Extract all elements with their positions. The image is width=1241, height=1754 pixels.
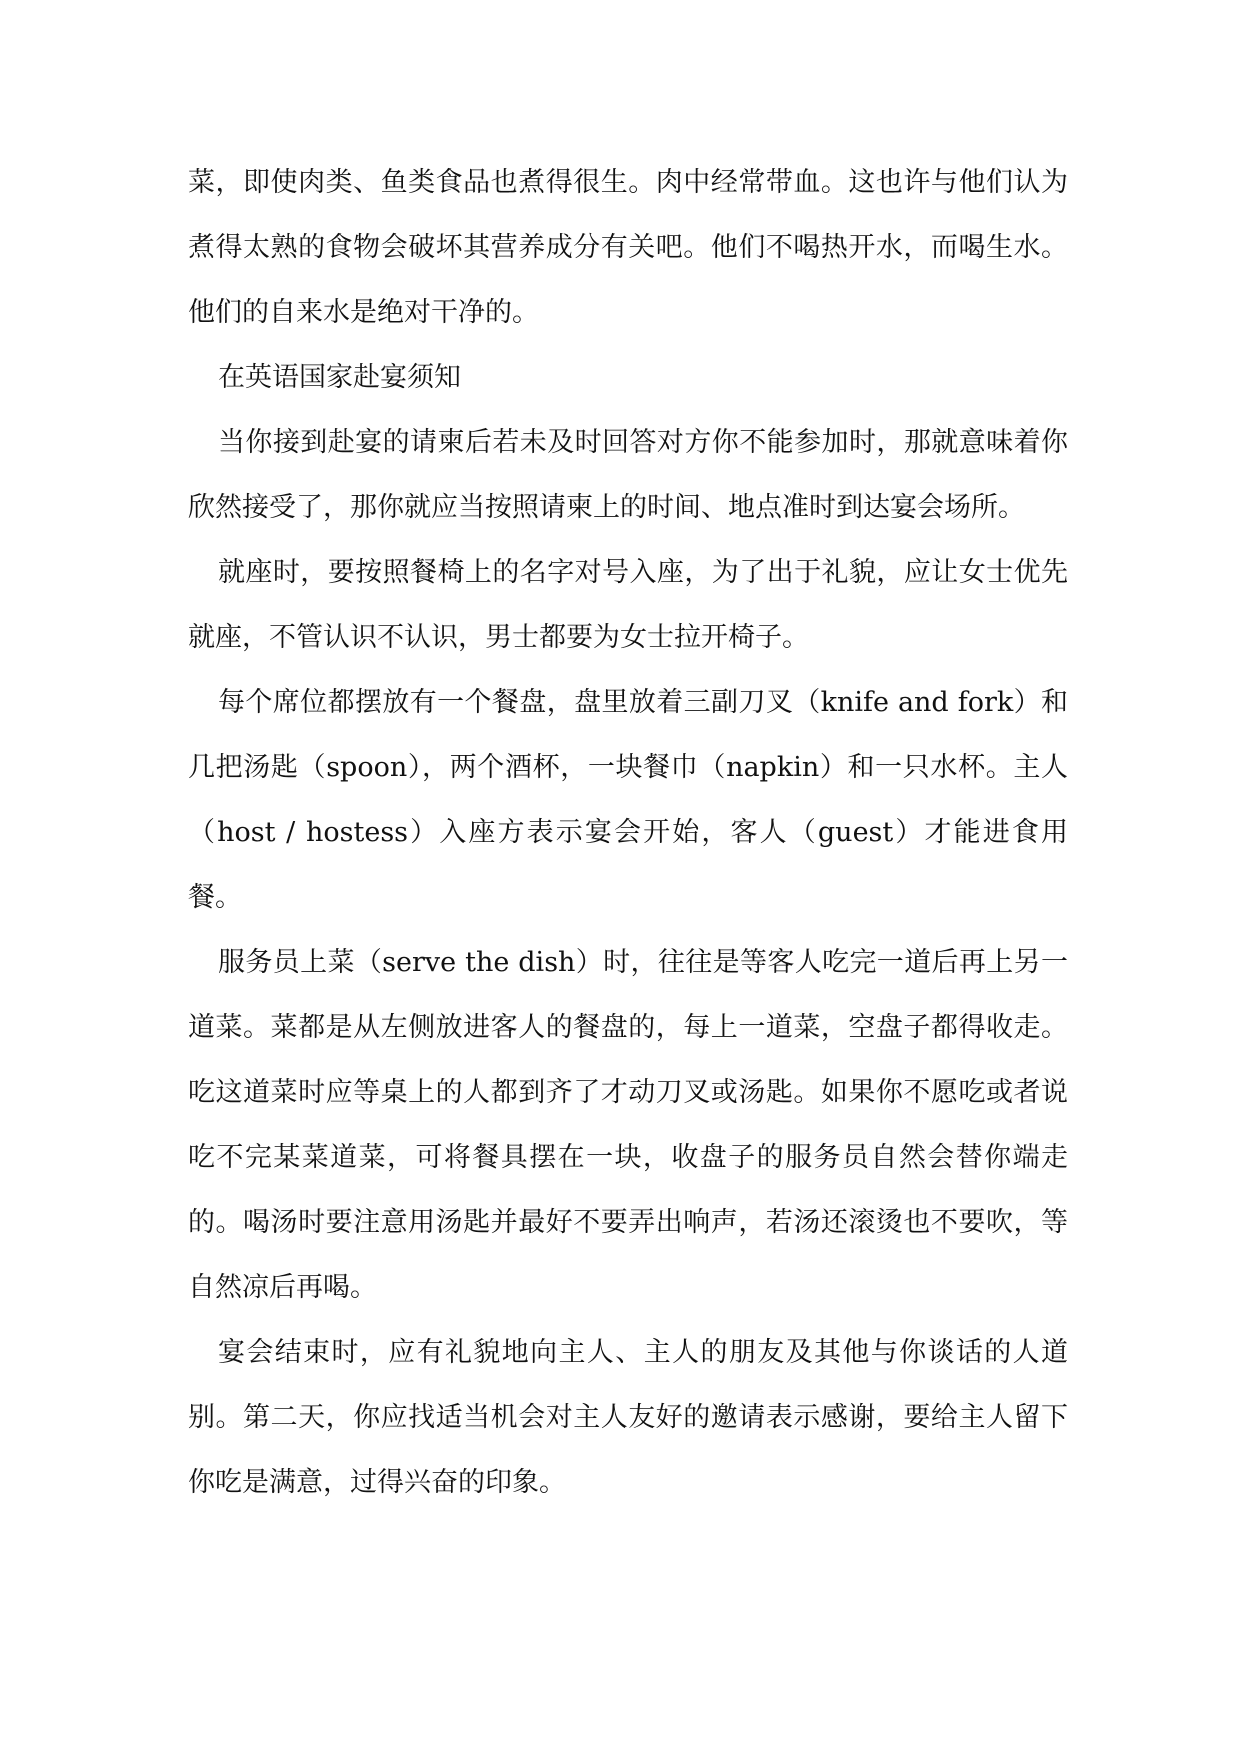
paragraph-serving: 服务员上菜（serve the dish）时，往往是等客人吃完一道后再上另一道菜。菜都是从左侧放进客人的餐盘的，每上一道菜，空盘子都得收走。吃这道菜时应等桌上的人都到齐了才动刀叉或汤匙。如果你不愿吃或者说吃不完某菜道菜，可将餐具摆在一块，收盘子的服务员自然会替你端走的。喝汤时要注意用汤匙并最好不要弄出响声，若汤还滚烫也不要吹，等自然凉后再喝。 xyxy=(188,947,1068,1303)
paragraph-farewell: 宴会结束时，应有礼貌地向主人、主人的朋友及其他与你谈话的人道别。第二天，你应找适当机会对主人友好的邀请表示感谢，要给主人留下你吃是满意，过得兴奋的印象。 xyxy=(188,1337,1068,1498)
section-heading: 在英语国家赴宴须知 xyxy=(218,362,461,393)
paragraph-seating: 就座时，要按照餐椅上的名字对号入座，为了出于礼貌，应让女士优先就座，不管认识不认识，男士都要为女士拉开椅子。 xyxy=(188,557,1068,653)
document-body xyxy=(188,150,1068,1515)
paragraph-invitation: 当你接到赴宴的请柬后若未及时回答对方你不能参加时，那就意味着你欣然接受了，那你就应当按照请柬上的时间、地点准时到达宴会场所。 xyxy=(188,427,1068,523)
paragraph-continuation: 菜，即使肉类、鱼类食品也煮得很生。肉中经常带血。这也许与他们认为煮得太熟的食物会破坏其营养成分有关吧。他们不喝热开水，而喝生水。他们的自来水是绝对干净的。 xyxy=(188,167,1068,328)
paragraph-tableware: 每个席位都摆放有一个餐盘，盘里放着三副刀叉（knife and fork）和几把汤匙（spoon），两个酒杯，一块餐巾（napkin）和一只水杯。主人（host / hostess）入座方表示宴会开始，客人（guest）才能进食用餐。 xyxy=(188,687,1068,913)
